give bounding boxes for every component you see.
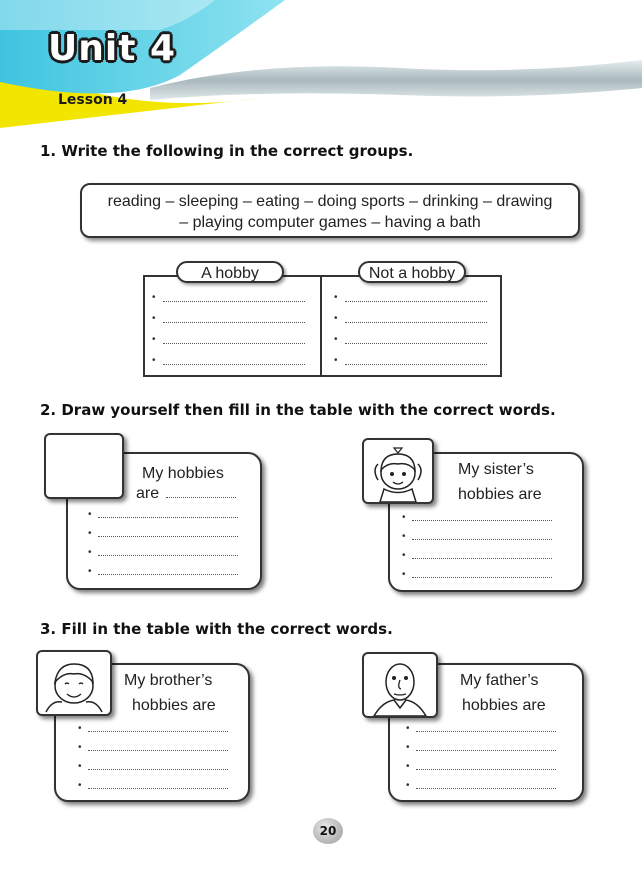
bullet: •: [152, 355, 156, 366]
bullet: •: [152, 313, 156, 324]
bullet: •: [78, 780, 82, 791]
self-drawing-frame[interactable]: [44, 433, 124, 499]
answer-line[interactable]: [416, 769, 556, 770]
bullet: •: [88, 528, 92, 539]
bullet: •: [334, 313, 338, 324]
bullet: •: [334, 334, 338, 345]
answer-line[interactable]: [88, 769, 228, 770]
sister-hobbies-label-2: hobbies are: [458, 486, 542, 503]
sister-hobbies-label: My sister’s: [458, 461, 534, 478]
answer-line[interactable]: [345, 301, 487, 302]
answer-line[interactable]: [416, 731, 556, 732]
answer-line[interactable]: [412, 539, 552, 540]
boy-face-icon: [38, 652, 110, 714]
sister-portrait: [362, 438, 434, 504]
bullet: •: [88, 547, 92, 558]
answer-line[interactable]: [412, 577, 552, 578]
bullet: •: [406, 723, 410, 734]
bullet: •: [406, 761, 410, 772]
bullet: •: [88, 566, 92, 577]
bullet: •: [406, 742, 410, 753]
bullet: •: [152, 334, 156, 345]
word-list-line-1: reading – sleeping – eating – doing sports – drinking – drawing: [107, 193, 553, 210]
brother-portrait: [36, 650, 112, 716]
answer-line[interactable]: [163, 301, 305, 302]
bullet: •: [402, 550, 406, 561]
bullet: •: [88, 509, 92, 520]
man-face-icon: [364, 654, 436, 716]
answer-line[interactable]: [416, 788, 556, 789]
lesson-title: Lesson 4: [58, 92, 128, 108]
bullet: •: [152, 292, 156, 303]
page-number: 20: [313, 818, 343, 844]
bullet: •: [334, 292, 338, 303]
my-hobbies-label-2: are: [136, 485, 160, 502]
table-divider: [320, 277, 322, 375]
bullet: •: [402, 569, 406, 580]
bullet: •: [402, 512, 406, 523]
bullet: •: [406, 780, 410, 791]
exercise-1-heading: 1. Write the following in the correct groups.: [40, 142, 414, 160]
my-hobbies-label: My hobbies: [142, 465, 224, 482]
bullet: •: [78, 723, 82, 734]
answer-line[interactable]: [163, 343, 305, 344]
answer-line[interactable]: [163, 364, 305, 365]
exercise-2-heading: 2. Draw yourself then fill in the table with the correct words.: [40, 401, 556, 419]
brother-hobbies-label-2: hobbies are: [132, 697, 216, 714]
answer-line[interactable]: [166, 497, 236, 498]
bullet: •: [402, 531, 406, 542]
answer-line[interactable]: [88, 731, 228, 732]
answer-line[interactable]: [163, 322, 305, 323]
word-list-box: [80, 183, 580, 238]
answer-line[interactable]: [98, 574, 238, 575]
hobby-grouping-table: [143, 275, 502, 377]
bullet: •: [78, 761, 82, 772]
answer-line[interactable]: [88, 788, 228, 789]
answer-line[interactable]: [88, 750, 228, 751]
word-list-line-2: – playing computer games – having a bath: [179, 214, 481, 231]
answer-line[interactable]: [345, 364, 487, 365]
bullet: •: [334, 355, 338, 366]
girl-face-icon: [364, 440, 432, 502]
answer-line[interactable]: [98, 536, 238, 537]
exercise-3-heading: 3. Fill in the table with the correct words.: [40, 620, 393, 638]
father-hobbies-label: My father’s: [460, 672, 539, 689]
unit-title: Unit 4: [48, 28, 176, 69]
bullet: •: [78, 742, 82, 753]
brother-hobbies-label: My brother’s: [124, 672, 213, 689]
answer-line[interactable]: [98, 517, 238, 518]
answer-line[interactable]: [345, 343, 487, 344]
answer-line[interactable]: [416, 750, 556, 751]
father-portrait: [362, 652, 438, 718]
column-header-hobby: A hobby: [176, 261, 284, 283]
answer-line[interactable]: [412, 558, 552, 559]
father-hobbies-label-2: hobbies are: [462, 697, 546, 714]
answer-line[interactable]: [98, 555, 238, 556]
answer-line[interactable]: [345, 322, 487, 323]
column-header-not-hobby: Not a hobby: [358, 261, 466, 283]
answer-line[interactable]: [412, 520, 552, 521]
